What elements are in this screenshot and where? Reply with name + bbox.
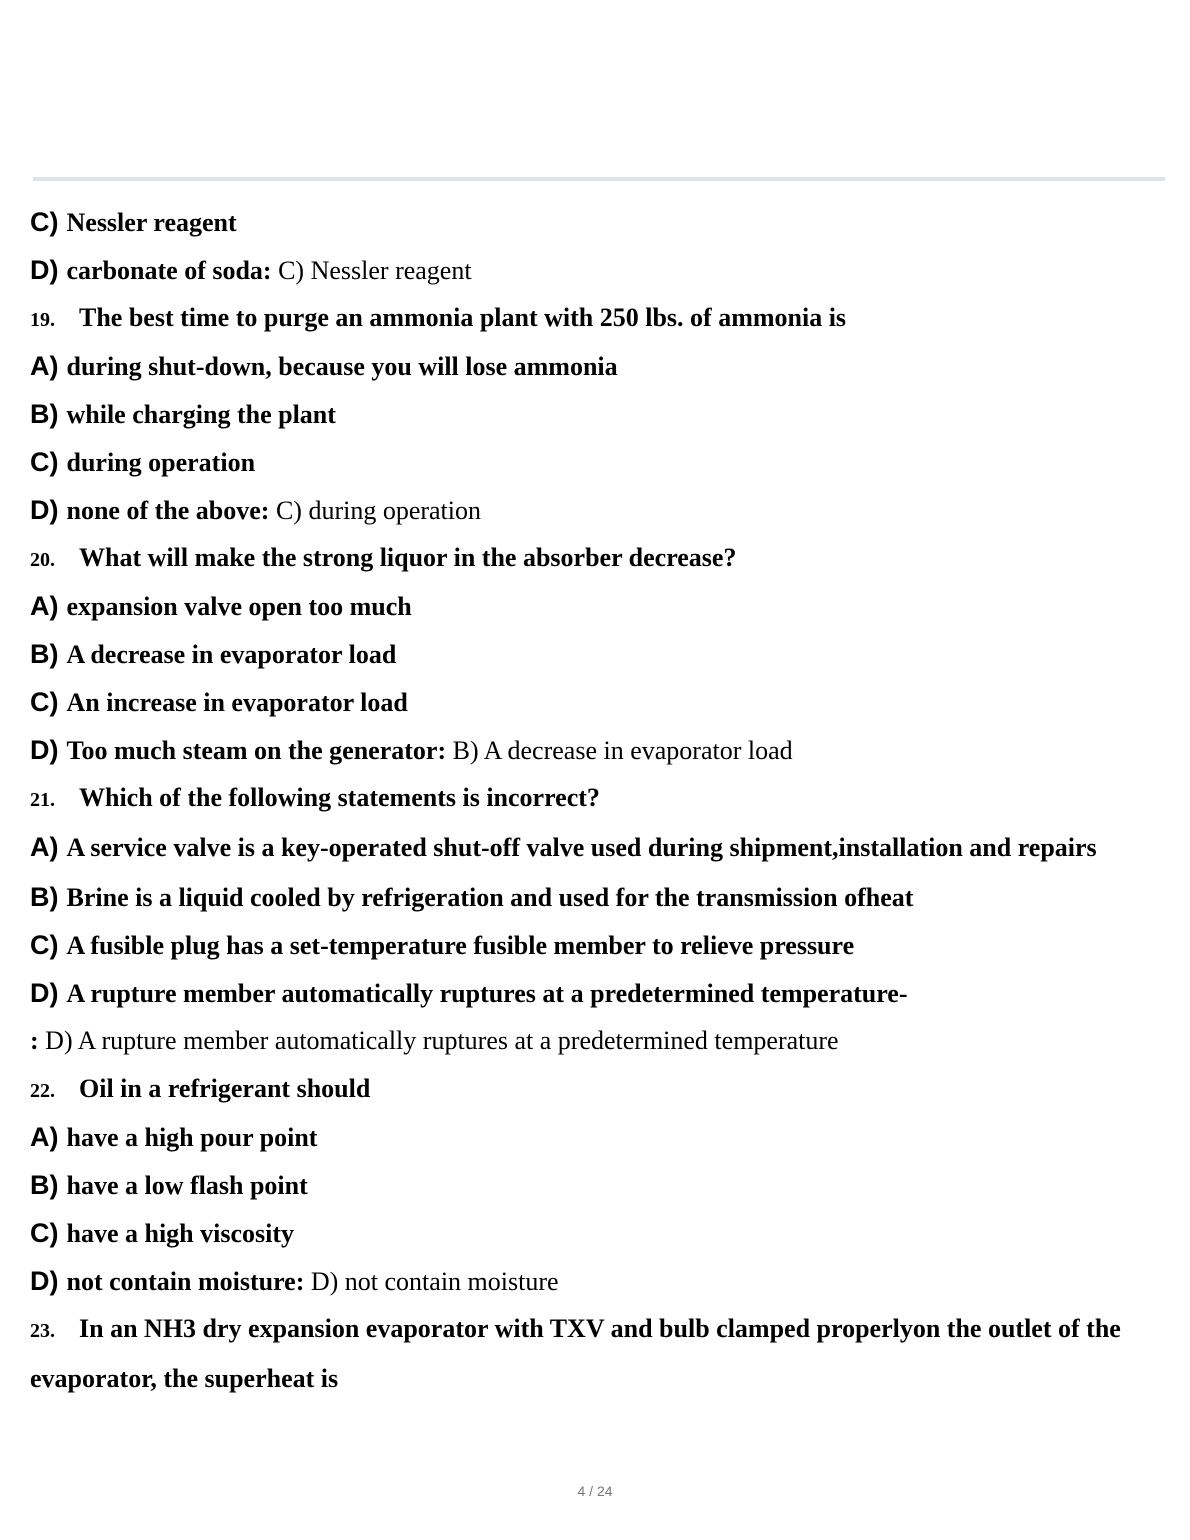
question-21 [30, 774, 1160, 822]
option-text: not contain moisture: [66, 1267, 305, 1296]
option-a [30, 822, 1160, 871]
option-letter: B) [30, 639, 59, 669]
option-text: carbonate of soda: [66, 256, 272, 285]
option-text: An increase in evaporator load [66, 688, 408, 717]
option-c [30, 678, 1160, 726]
question-number: 23. [30, 1320, 55, 1342]
question-number: 22. [30, 1080, 55, 1102]
question-text: Oil in a refrigerant should [79, 1074, 371, 1103]
option-text: A decrease in evaporator load [66, 640, 397, 669]
option-letter: D) [30, 495, 59, 525]
option-text: A fusible plug has a set-temperature fusible member to relieve pressure [66, 931, 855, 960]
option-b [30, 630, 1160, 678]
option-a [30, 582, 1160, 630]
option-text: Nessler reagent [66, 208, 237, 237]
option-text: during operation [66, 448, 256, 477]
page-number: 4 / 24 [577, 1483, 613, 1499]
option-letter: D) [30, 255, 59, 285]
answer-line [30, 1017, 1160, 1065]
option-letter: A) [30, 591, 59, 621]
option-letter: A) [30, 1122, 59, 1152]
option-c [30, 1209, 1160, 1257]
option-text: during shut-down, because you will lose ammonia [66, 352, 618, 381]
question-text: What will make the strong liquor in the absorber decrease? [79, 543, 737, 572]
option-b [30, 1161, 1160, 1209]
option-letter: B) [30, 882, 59, 912]
option-letter: B) [30, 1170, 59, 1200]
option-letter: B) [30, 399, 59, 429]
answer-text: B) A decrease in evaporator load [452, 736, 793, 765]
option-d [30, 726, 1160, 774]
option-c [30, 198, 1160, 246]
answer-text: D) A rupture member automatically ruptures at a predetermined temperature [45, 1026, 839, 1055]
question-text: In an NH3 dry expansion evaporator with TXV and bulb clamped properlyon the outlet of the evaporator, the superheat is [30, 1314, 1121, 1393]
question-23 [30, 1305, 1160, 1402]
option-letter: D) [30, 1266, 59, 1296]
answer-text: D) not contain moisture [310, 1267, 559, 1296]
option-letter: A) [30, 351, 59, 381]
question-number: 19. [30, 309, 55, 331]
answer-colon: : [30, 1026, 39, 1055]
option-text: expansion valve open too much [66, 592, 412, 621]
option-letter: C) [30, 930, 59, 960]
header-divider [33, 177, 1165, 181]
option-d [30, 969, 1160, 1017]
option-text: A rupture member automatically ruptures at a predetermined temperature- [66, 979, 908, 1008]
question-text: The best time to purge an ammonia plant with 250 lbs. of ammonia is [79, 303, 847, 332]
option-b [30, 390, 1160, 438]
question-number: 21. [30, 789, 55, 811]
option-text: have a high pour point [66, 1123, 318, 1152]
question-text: Which of the following statements is incorrect? [79, 783, 600, 812]
option-text: while charging the plant [66, 400, 336, 429]
option-c [30, 921, 1160, 969]
option-a [30, 1113, 1160, 1161]
option-text: Brine is a liquid cooled by refrigeration and used for the transmission ofheat [66, 883, 914, 912]
option-b [30, 873, 1160, 921]
option-text: A service valve is a key-operated shut-off valve used during shipment,installation and repairs [66, 833, 1097, 862]
option-text: have a low flash point [66, 1171, 308, 1200]
option-a [30, 342, 1160, 390]
option-d [30, 486, 1160, 534]
answer-text: C) during operation [275, 496, 482, 525]
option-d [30, 1257, 1160, 1305]
option-letter: C) [30, 207, 59, 237]
option-text: none of the above: [66, 496, 270, 525]
question-22 [30, 1065, 1160, 1113]
option-letter: A) [30, 832, 59, 862]
question-number: 20. [30, 549, 55, 571]
question-list [30, 198, 1160, 1402]
question-19 [30, 294, 1160, 342]
option-letter: C) [30, 447, 59, 477]
option-letter: C) [30, 1218, 59, 1248]
option-letter: D) [30, 735, 59, 765]
option-text: Too much steam on the generator: [66, 736, 447, 765]
question-20 [30, 534, 1160, 582]
option-d [30, 246, 1160, 294]
option-letter: C) [30, 687, 59, 717]
option-c [30, 438, 1160, 486]
answer-text: C) Nessler reagent [278, 256, 472, 285]
option-letter: D) [30, 978, 59, 1008]
option-text: have a high viscosity [66, 1219, 295, 1248]
